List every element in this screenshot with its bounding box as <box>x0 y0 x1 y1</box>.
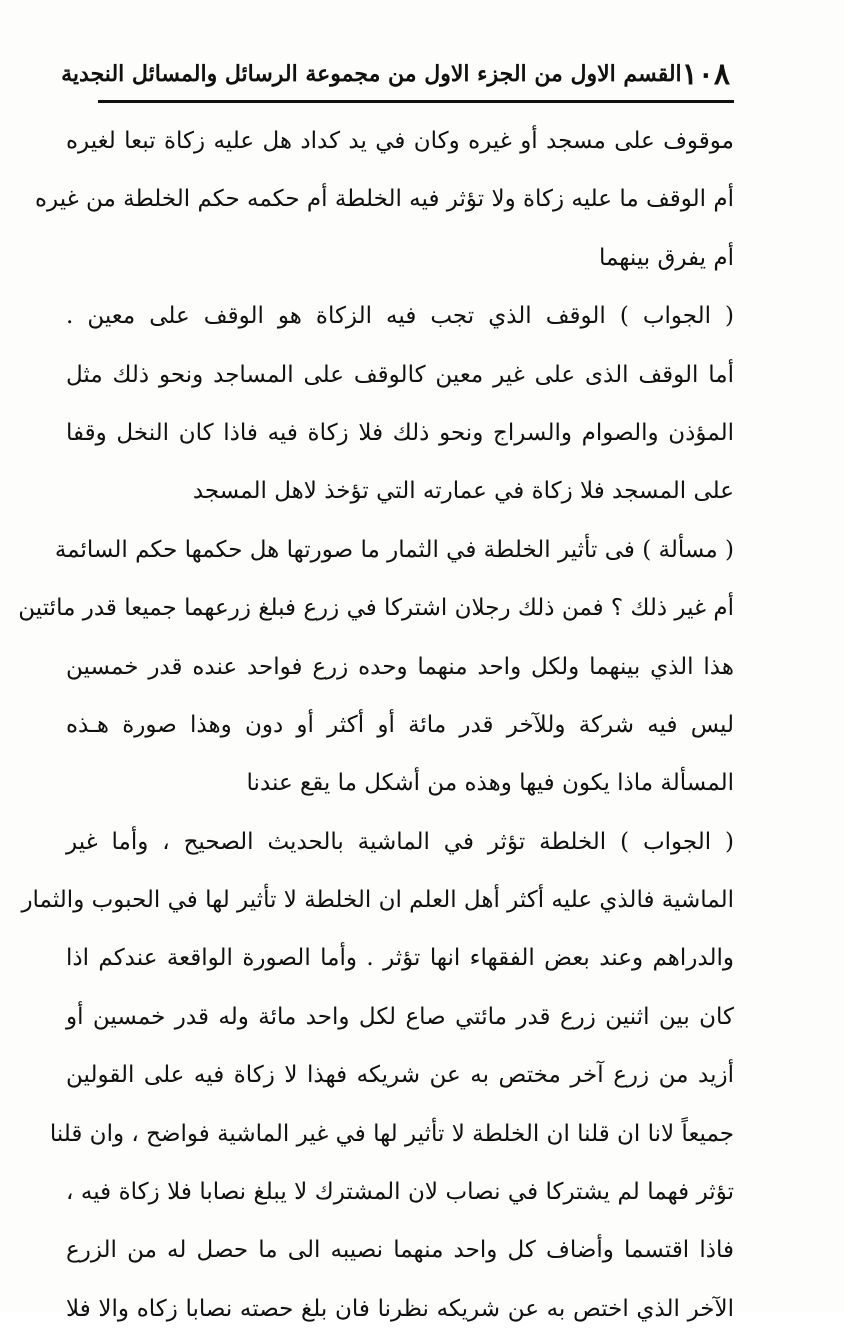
text-line: والدراهم وعند بعض الفقهاء انها تؤثر . وأما الصورة الواقعة عندكم اذا <box>66 945 734 972</box>
text-line: أم الوقف ما عليه زكاة ولا تؤثر فيه الخلطة أم حكمه حكم الخلطة من غيره <box>34 186 734 213</box>
running-header-title: القسم الاول من الجزء الاول من مجموعة الرسائل والمسائل النجدية <box>61 61 682 87</box>
body-text <box>18 112 734 1322</box>
text-line: أم غير ذلك ؟ فمن ذلك رجلان اشتركا في زرع فبلغ زرعهما جميعا قدر مائتين <box>18 595 734 622</box>
text-line: موقوف على مسجد أو غيره وكان في يد كداد هل عليه زكاة تبعا لغيره <box>66 128 734 154</box>
running-header <box>61 52 730 96</box>
text-line: على المسجد فلا زكاة في عمارته التي تؤخذ لاهل المسجد <box>192 478 734 505</box>
page-number: ١٠٨ <box>681 56 730 92</box>
text-line: جميعاً لانا ان قلنا ان الخلطة لا تأثير لها في غير الماشية فواضح ، وان قلنا <box>49 1120 734 1147</box>
text-line: ( الجواب ) الخلطة تؤثر في الماشية بالحديث الصحيح ، وأما غير <box>66 828 734 855</box>
text-line: هذا الذي بينهما ولكل واحد منهما وحده زرع فواحد عنده قدر خمسين <box>66 653 734 680</box>
header-divider <box>98 100 734 103</box>
text-line: ( مسألة ) فى تأثير الخلطة في الثمار ما صورتها هل حكمها حكم السائمة <box>54 536 734 563</box>
text-line: تؤثر فهما لم يشتركا في نصاب لان المشترك لا يبلغ نصابا فلا زكاة فيه ، <box>66 1179 734 1206</box>
text-line: الماشية فالذي عليه أكثر أهل العلم ان الخلطة لا تأثير لها في الحبوب والثمار <box>21 887 734 914</box>
text-line: أما الوقف الذى على غير معين كالوقف على المساجد ونحو ذلك مثل <box>66 361 734 388</box>
text-line: كان بين اثنين زرع قدر مائتي صاع لكل واحد مائة وله قدر خمسين أو <box>66 1003 734 1030</box>
text-line: الآخر الذي اختص به عن شريكه نظرنا فان بلغ حصته نصابا زكاه والا فلا <box>66 1295 734 1322</box>
text-line: أم يفرق بينهما <box>598 244 734 271</box>
text-line: ليس فيه شركة وللآخر قدر مائة أو أكثر أو دون وهذا صورة هـذه <box>66 711 734 738</box>
text-line: ( الجواب ) الوقف الذي تجب فيه الزكاة هو الوقف على معين . <box>66 303 734 330</box>
text-line: المسألة ماذا يكون فيها وهذه من أشكل ما يقع عندنا <box>246 770 734 797</box>
text-line: أزيد من زرع آخر مختص به عن شريكه فهذا لا زكاة فيه على القولين <box>66 1062 734 1089</box>
text-line: فاذا اقتسما وأضاف كل واحد منهما نصيبه الى ما حصل له من الزرع <box>66 1237 734 1264</box>
text-line: المؤذن والصوام والسراج ونحو ذلك فلا زكاة فيه فاذا كان النخل وقفا <box>66 419 734 446</box>
